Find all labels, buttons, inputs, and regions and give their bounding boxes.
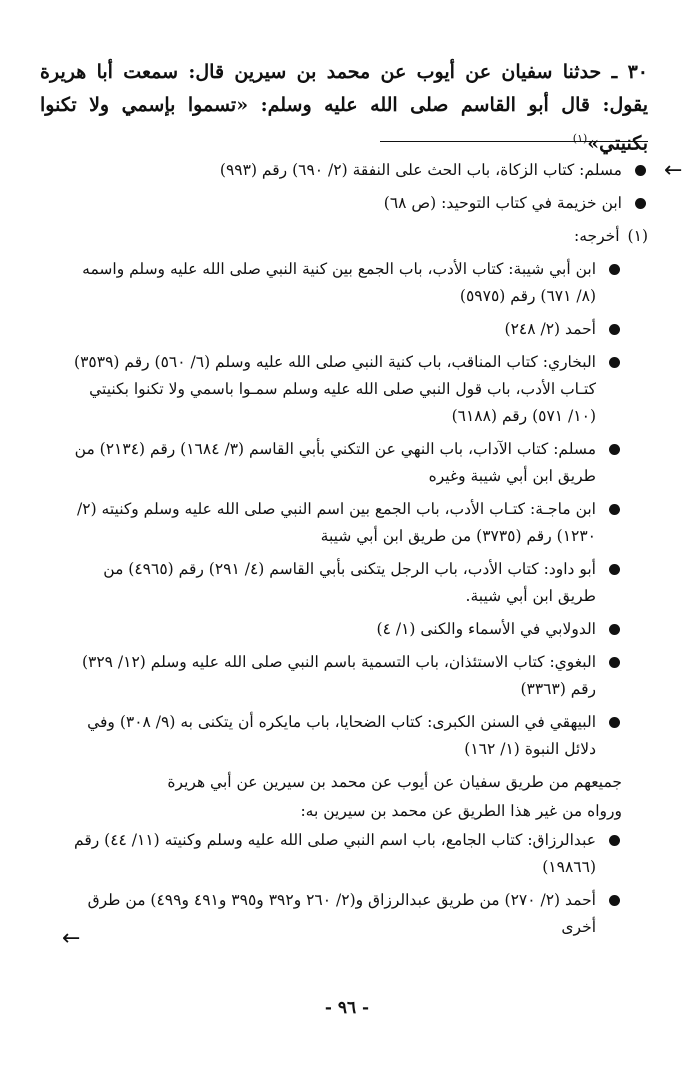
summary-line: جميعهم من طريق سفيان عن أيوب عن محمد بن سيرين عن أبي هريرة	[167, 773, 622, 791]
bullet-icon	[609, 895, 620, 906]
reference-text: ابن أبي شيبة: كتاب الأدب، باب الجمع بين كنية النبي صلى الله عليه وسلم واسمه (٨/ ٦٧١) رقم (٥٩٧٥)	[82, 260, 596, 305]
hadith-text	[40, 56, 648, 160]
page-number: - ٩٦ -	[324, 998, 370, 1018]
reference-text: الدولابي في الأسماء والكنى (١/ ٤)	[376, 620, 596, 638]
list-item	[70, 190, 648, 217]
list-item	[70, 436, 622, 490]
reference-text: ابن ماجـة: كتـاب الأدب، باب الجمع بين اسم النبي صلى الله عليه وسلم وكنيته (٢/ ١٢٣٠) رقم (٣٧٣٥) من طريق ابن أبي شيبة	[77, 500, 596, 545]
reference-text: مسلم: كتاب الآداب، باب النهي عن التكني بأبي القاسم (٣/ ١٦٨٤) رقم (٢١٣٤) من طريق ابن أبي شيبة وغيره	[74, 440, 596, 485]
reference-list-2	[70, 827, 648, 941]
bullet-icon	[635, 165, 646, 176]
footnote-separator	[380, 141, 648, 142]
list-item	[70, 157, 648, 184]
list-item	[70, 709, 622, 763]
bullet-icon	[609, 444, 620, 455]
footnote-label	[70, 223, 648, 250]
list-item	[70, 616, 622, 643]
note-text: ابن خزيمة في كتاب التوحيد: (ص ٦٨)	[383, 194, 622, 212]
list-item	[70, 256, 622, 310]
bullet-icon	[609, 264, 620, 275]
left-arrow-icon: ←	[62, 926, 81, 951]
reference-text: أحمد (٢/ ٢٧٠) من طريق عبدالرزاق و(٢/ ٢٦٠ و٣٩٢ و٣٩٥ و٤٩١ و٤٩٩) من طرق أخرى	[87, 891, 596, 936]
left-arrow-icon: ←	[664, 158, 683, 183]
bullet-icon	[609, 564, 620, 575]
list-item	[70, 887, 622, 941]
list-item	[70, 827, 622, 881]
reference-text: البغوي: كتاب الاستئذان، باب التسمية باسم النبي صلى الله عليه وسلم (١٢/ ٣٢٩) رقم (٣٣٦٣)	[81, 653, 596, 698]
bullet-icon	[609, 624, 620, 635]
list-item	[70, 649, 622, 703]
bullet-icon	[609, 835, 620, 846]
bullet-icon	[609, 504, 620, 515]
reference-text: عبدالرزاق: كتاب الجامع، باب اسم النبي صلى الله عليه وسلم وكنيته (١١/ ٤٤) رقم (١٩٨٦٦)	[74, 831, 596, 876]
list-item	[70, 556, 622, 610]
reference-text: البيهقي في السنن الكبرى: كتاب الضحايا، باب مايكره أن يتكنى به (٩/ ٣٠٨) وفي دلائل النبوة (١/ ١٦٢)	[87, 713, 596, 758]
footnote-number: (١)	[627, 227, 648, 245]
summary-line: ورواه من غير هذا الطريق عن محمد بن سيرين به:	[300, 802, 622, 820]
list-item	[70, 316, 622, 343]
footnote-intro: أخرجه:	[573, 227, 620, 245]
reference-text: أحمد (٢/ ٢٤٨)	[504, 320, 596, 338]
bullet-icon	[635, 198, 646, 209]
reference-list	[70, 256, 648, 763]
hadith-body: ٣٠ ـ حدثنا سفيان عن أيوب عن محمد بن سيرين قال: سمعت أبا هريرة يقول: قال أبو القاسم صلى الله عليه وسلم: «تسموا بإسمي ولا تكنوا بكنيتي»	[40, 61, 648, 155]
footnotes	[70, 157, 648, 947]
bullet-icon	[609, 357, 620, 368]
list-item	[70, 496, 622, 550]
bullet-icon	[609, 657, 620, 668]
footnote-marker: (١)	[572, 132, 588, 145]
note-text: مسلم: كتاب الزكاة، باب الحث على النفقة (٢/ ٦٩٠) رقم (٩٩٣)	[219, 161, 622, 179]
reference-text: أبو داود: كتاب الأدب، باب الرجل يتكنى بأبي القاسم (٤/ ٢٩١) رقم (٤٩٦٥) من طريق ابن أبي شيبة.	[103, 560, 596, 605]
bullet-icon	[609, 717, 620, 728]
list-item	[70, 349, 622, 430]
reference-text: البخاري: كتاب المناقب، باب كنية النبي صلى الله عليه وسلم (٦/ ٥٦٠) رقم (٣٥٣٩) كتـاب الأدب، باب قول النبي صلى الله عليه وسلم سمـوا باسمي ولا تكنوا بكنيتي (١٠/ ٥٧١) رقم (٦١٨٨)	[74, 353, 596, 425]
bullet-icon	[609, 324, 620, 335]
